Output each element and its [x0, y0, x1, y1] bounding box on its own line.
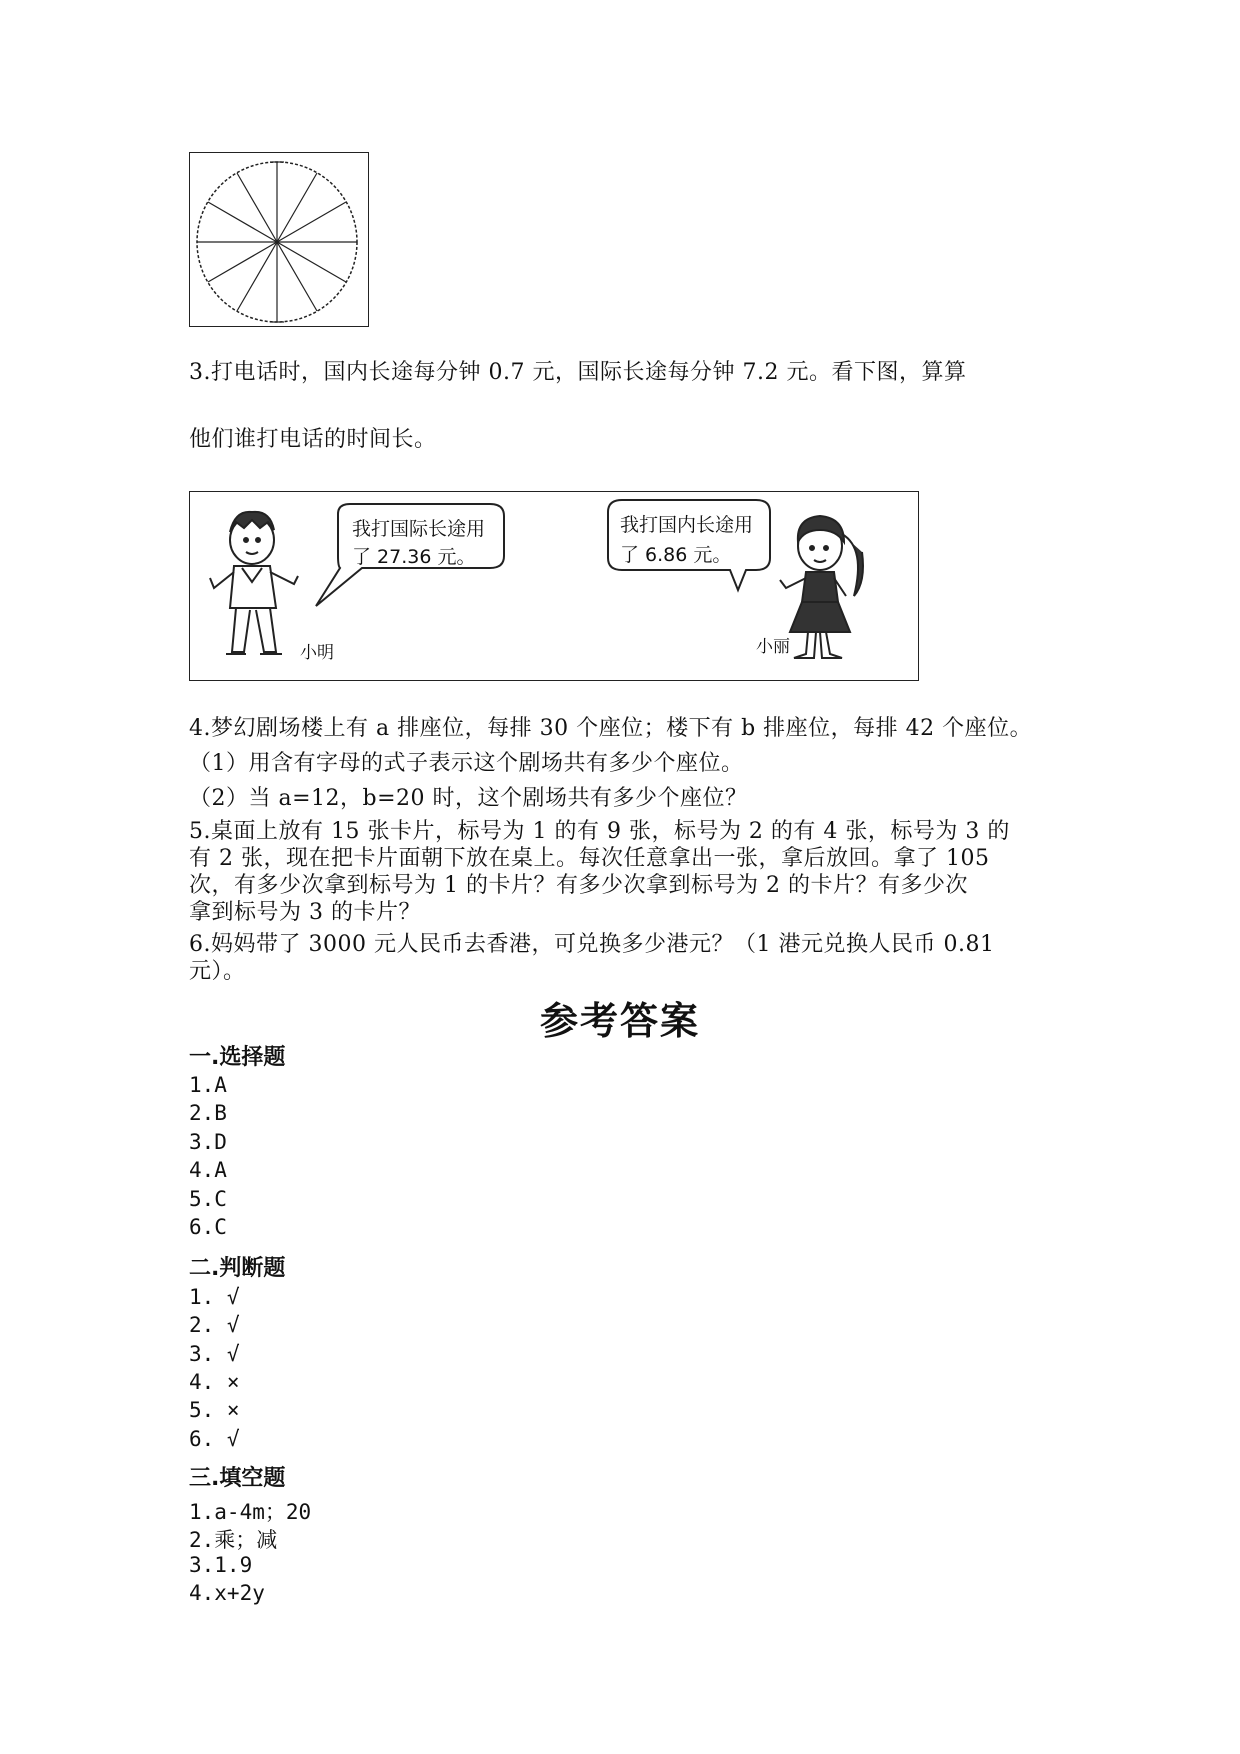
- answer-item: 6.C: [189, 1215, 227, 1239]
- answer-item: 1.a-4m；20: [189, 1500, 312, 1524]
- boy-bubble-line-2: 了 27.36 元。: [352, 546, 476, 568]
- girl-figure: [780, 516, 863, 658]
- answer-item: 3.D: [189, 1130, 227, 1154]
- girl-bubble-line-1: 我打国内长途用: [620, 514, 754, 536]
- phone-call-figure: [189, 491, 919, 681]
- answer-item: 4.x+2y: [189, 1581, 265, 1605]
- boy-bubble-line-1: 我打国际长途用: [352, 518, 486, 540]
- question-5-line-3: 次，有多少次拿到标号为 1 的卡片？有多少次拿到标号为 2 的卡片？有多少次: [189, 873, 968, 898]
- spinner-wheel-drawing: [190, 153, 368, 326]
- answer-item: 2.乘；减: [189, 1528, 278, 1552]
- answer-item: 3. √: [189, 1342, 240, 1366]
- question-6-line-2: 元）。: [189, 959, 246, 984]
- question-5-line-4: 拿到标号为 3 的卡片？: [189, 900, 421, 925]
- answer-item: 2. √: [189, 1313, 240, 1337]
- answer-item: 5. ×: [189, 1398, 240, 1422]
- answer-item: 2.B: [189, 1101, 227, 1125]
- answer-item: 5.C: [189, 1187, 227, 1211]
- girl-bubble-line-2: 了 6.86 元。: [620, 544, 732, 566]
- question-4-line-1: 4.梦幻剧场楼上有 a 排座位，每排 30 个座位；楼下有 b 排座位，每排 42 个座位。: [189, 716, 1033, 741]
- spinner-figure: [189, 152, 369, 327]
- answer-item: 1.A: [189, 1073, 227, 1097]
- question-3-line-2: 他们谁打电话的时间长。: [189, 427, 437, 452]
- section-heading-true-false: 二.判断题: [189, 1256, 286, 1281]
- boy-name-label: 小明: [300, 643, 334, 663]
- question-3-line-1: 3.打电话时，国内长途每分钟 0.7 元，国际长途每分钟 7.2 元。看下图，算算: [189, 360, 967, 385]
- section-heading-multiple-choice: 一.选择题: [189, 1045, 286, 1070]
- answer-item: 4. ×: [189, 1370, 240, 1394]
- boy-figure: [210, 512, 298, 654]
- question-5-line-2: 有 2 张，现在把卡片面朝下放在桌上。每次任意拿出一张，拿后放回。拿了 105: [189, 846, 990, 871]
- question-5-line-1: 5.桌面上放有 15 张卡片，标号为 1 的有 9 张，标号为 2 的有 4 张，标号为 3 的: [189, 819, 1010, 844]
- answer-key-title: 参考答案: [539, 999, 700, 1043]
- answer-item: 1. √: [189, 1285, 240, 1309]
- question-6-line-1: 6.妈妈带了 3000 元人民币去香港，可兑换多少港元？（1 港元兑换人民币 0.81: [189, 932, 995, 957]
- question-4-sub-1: （1）用含有字母的式子表示这个剧场共有多少个座位。: [189, 751, 744, 776]
- answer-item: 4.A: [189, 1158, 227, 1182]
- answer-item: 3.1.9: [189, 1553, 253, 1577]
- answer-item: 6. √: [189, 1427, 240, 1451]
- question-4-sub-2: （2）当 a=12，b=20 时，这个剧场共有多少个座位？: [189, 786, 748, 811]
- section-heading-fill-in: 三.填空题: [189, 1466, 286, 1491]
- girl-name-label: 小丽: [756, 637, 790, 657]
